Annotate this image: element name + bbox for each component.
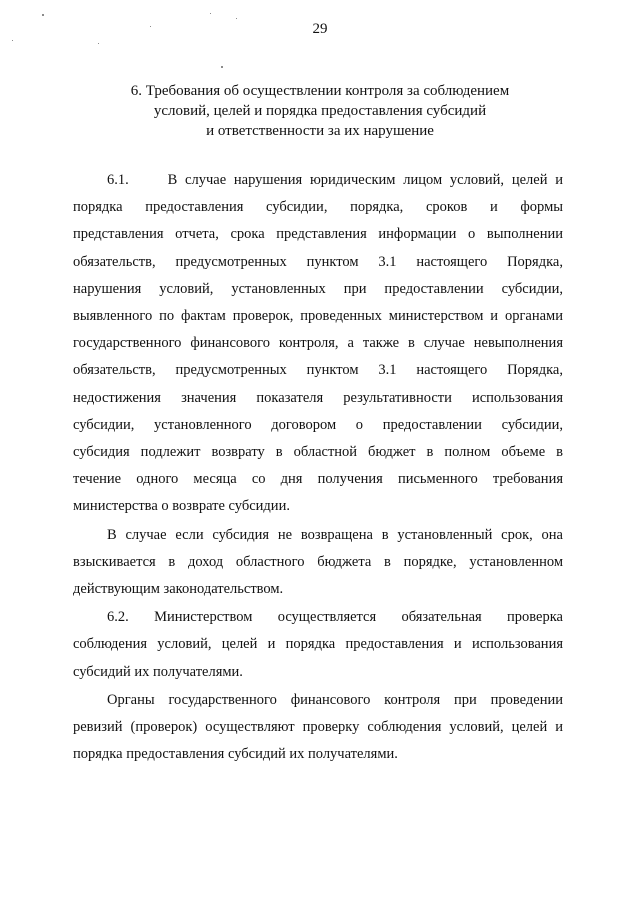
text-line: субсидия подлежит возврату в областной бюджет в полном объеме в: [73, 444, 563, 461]
paragraph-6-2: [73, 604, 563, 686]
section-title-line: и ответственности за их нарушение: [206, 123, 434, 139]
section-body: [73, 167, 563, 769]
text-line: обязательств, предусмотренных пунктом 3.1 настоящего Порядка,: [73, 253, 563, 270]
text-line: В случае если субсидия не возвращена в установленный срок, она: [107, 526, 563, 543]
text-line: ревизий (проверок) осуществляют проверку соблюдения условий, целей и: [73, 719, 563, 736]
text-line: 6.2. Министерством осуществляется обязательная проверка: [107, 609, 563, 626]
section-title-line: условий, целей и порядка предоставления субсидий: [153, 103, 487, 119]
paragraph-audit-bodies: [73, 687, 563, 769]
section-title-line: 6. Требования об осуществлении контроля за соблюдением: [130, 83, 510, 99]
text-line: течение одного месяца со дня получения письменного требования: [73, 471, 563, 488]
scan-speck: [210, 13, 211, 14]
scan-speck: [98, 43, 99, 44]
text-line: выявленного по фактам проверок, проведенных министерством и органами: [73, 308, 563, 325]
text-line: субсидии, установленного договором о предоставлении субсидии,: [73, 416, 563, 433]
paragraph-6-1: [73, 167, 563, 521]
section-title: [60, 81, 580, 141]
scan-speck: [12, 40, 13, 41]
scan-speck: [42, 14, 44, 16]
text-line: обязательств, предусмотренных пунктом 3.1 настоящего Порядка,: [73, 362, 563, 379]
text-line: государственного финансового контроля, а также в случае невыполнения: [73, 335, 563, 352]
text-line: порядка предоставления субсидии, порядка, сроков и формы: [73, 199, 563, 216]
text-line: представления отчета, срока представления информации о выполнении: [73, 226, 563, 243]
text-line: действующим законодательством.: [73, 581, 284, 598]
paragraph-refund-enforcement: [73, 522, 563, 604]
text-line: нарушения условий, установленных при предоставлении субсидии,: [73, 280, 563, 297]
text-line: взыскивается в доход областного бюджета в порядке, установленном: [73, 553, 563, 570]
text-line: порядка предоставления субсидий их получателями.: [73, 746, 398, 763]
scan-speck: [236, 18, 237, 19]
text-line: соблюдения условий, целей и порядка предоставления и использования: [73, 636, 563, 653]
text-line: министерства о возврате субсидии.: [73, 498, 290, 515]
scan-speck: [221, 66, 223, 68]
text-line: субсидий их получателями.: [73, 663, 243, 680]
page-number: 29: [312, 21, 328, 37]
text-line: недостижения значения показателя результативности использования: [73, 389, 563, 406]
text-line: 6.1. В случае нарушения юридическим лицом условий, целей и: [107, 172, 563, 188]
text-line: Органы государственного финансового контроля при проведении: [107, 691, 563, 708]
